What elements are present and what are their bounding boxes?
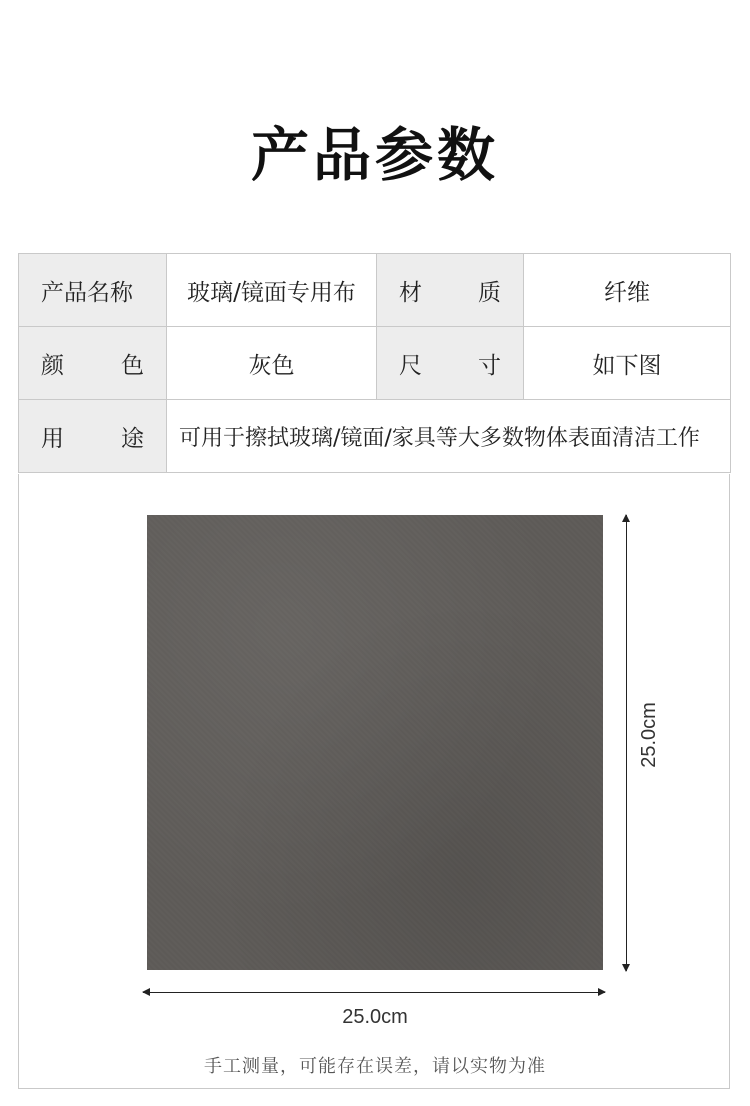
label-cell-size bbox=[377, 327, 524, 400]
height-dimension-line bbox=[626, 515, 627, 971]
label-cell-product-name bbox=[19, 254, 167, 327]
page-title: 产品参数 bbox=[250, 121, 499, 189]
arrow-down-icon bbox=[622, 964, 630, 972]
label-text: 产品名称 bbox=[41, 279, 133, 306]
arrow-right-icon bbox=[598, 988, 606, 996]
value-cell-product-name: 玻璃/镜面专用布 bbox=[167, 254, 377, 327]
arrow-left-icon bbox=[142, 988, 150, 996]
label-char: 用 bbox=[41, 425, 64, 452]
table-row bbox=[19, 400, 731, 473]
value-cell-usage: 可用于擦拭玻璃/镜面/家具等大多数物体表面清洁工作 bbox=[167, 400, 731, 473]
cleaning-cloth-image bbox=[147, 515, 603, 970]
spec-table bbox=[18, 253, 731, 473]
label-cell-color bbox=[19, 327, 167, 400]
value-cell-size: 如下图 bbox=[524, 327, 731, 400]
table-row bbox=[19, 254, 731, 327]
table-row bbox=[19, 327, 731, 400]
width-dimension-line bbox=[143, 992, 605, 993]
arrow-up-icon bbox=[622, 514, 630, 522]
label-char: 尺 bbox=[399, 352, 422, 379]
label-char: 材 bbox=[399, 279, 422, 306]
label-char: 色 bbox=[121, 352, 144, 379]
label-char: 颜 bbox=[41, 352, 64, 379]
label-cell-usage bbox=[19, 400, 167, 473]
label-char: 途 bbox=[121, 425, 144, 452]
label-char: 寸 bbox=[478, 352, 501, 379]
value-cell-material: 纤维 bbox=[524, 254, 731, 327]
label-cell-material bbox=[377, 254, 524, 327]
width-dimension-label: 25.0cm bbox=[342, 1006, 408, 1028]
height-dimension-label: 25.0cm bbox=[638, 702, 660, 768]
label-char: 质 bbox=[478, 279, 501, 306]
value-cell-color: 灰色 bbox=[167, 327, 377, 400]
measurement-note: 手工测量，可能存在误差，请以实物为准 bbox=[204, 1056, 546, 1077]
